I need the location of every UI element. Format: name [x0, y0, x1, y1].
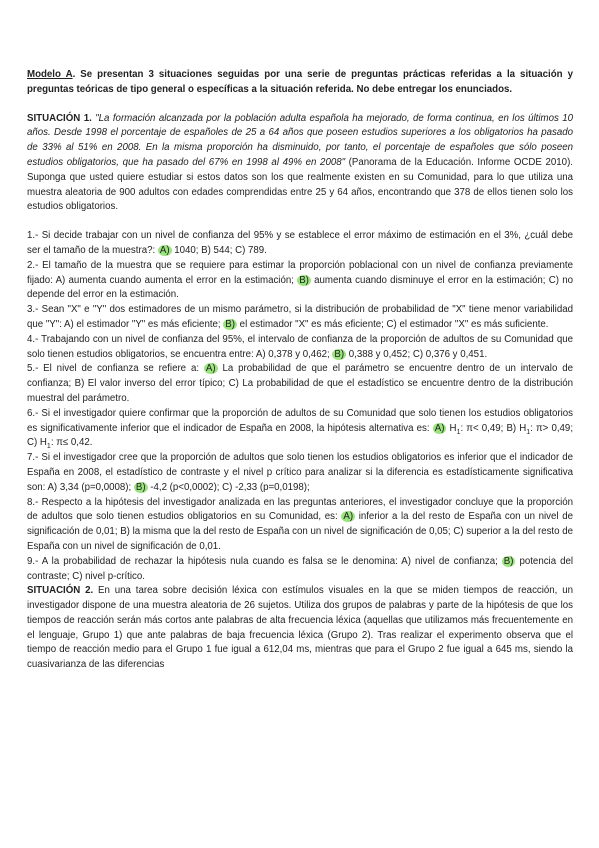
- question-6: [27, 407, 573, 451]
- question-6-rest: : π> 0,49; C) H: [27, 422, 574, 449]
- question-6-rest: : π< 0,49; B) H: [460, 422, 527, 434]
- answer-highlight: B): [334, 348, 345, 360]
- intro-paragraph: [27, 68, 573, 98]
- question-7: [27, 451, 573, 495]
- question-4-rest: 0,388 y 0,452; C) 0,376 y 0,451.: [346, 348, 488, 360]
- question-2-rest: aumenta cuando disminuye el error en la estimación; C) no depende del error en la estimación.: [27, 274, 573, 301]
- question-7-rest: -4,2 (p<0,0002); C) -2,33 (p=0,0198);: [147, 481, 310, 493]
- situation-2: [27, 584, 573, 673]
- subscript: 1: [526, 428, 531, 436]
- answer-highlight: A): [343, 511, 354, 523]
- answer-highlight: B): [135, 481, 146, 493]
- answer-highlight: A): [434, 422, 445, 434]
- question-2-stem: 2.- El tamaño de la muestra que se requiere para estimar la proporción poblacional con un nivel de confianza previamente fijado: A) aumenta cuando aumenta el error en la estimación;: [27, 259, 573, 286]
- question-8: [27, 496, 573, 555]
- model-label: Modelo A: [27, 69, 73, 80]
- intro-text: . Se presentan 3 situaciones seguidas por una serie de preguntas prácticas referidas a la situación y preguntas teóricas de tipo general o específicas a la situación referida. No debe entregar los enunciados.: [27, 69, 573, 95]
- answer-highlight: A): [205, 363, 216, 375]
- situation-2-text: En una tarea sobre decisión léxica con estímulos visuales en la que se miden tiempos de reacción, un investigador dispone de una muestra aleatoria de 26 sujetos. Utiliza dos grupos de palabras y parte de la hipótesis de que los tiempos de reacción serán más cortos ante palabras de alta frecuencia léxica (aquellas que utilizamos más frecuentemente en el lenguaje, Grupo 1) que ante palabras de baja frecuencia léxica (Grupo 2). Tras realizar el experimento observa que el tiempo de reacción medio para el Grupo 1 fue igual a 612,04 ms, mientras que para el Grupo 2 fue igual a 645 ms, siendo la cuasivarianza de las diferencias: [27, 585, 573, 671]
- question-3-rest: el estimador "X" es más eficiente; C) el estimador "X" es más suficiente.: [236, 318, 549, 330]
- question-4-stem: 4.- Trabajando con un nivel de confianza del 95%, el intervalo de confianza de la proporción de adultos de su Comunidad que solo tienen estudios obligatorios, se encuentra entre: A) 0,378 y 0,462;: [27, 333, 573, 360]
- question-1: [27, 229, 573, 259]
- question-2: [27, 259, 573, 303]
- question-9-stem: 9.- A la probabilidad de rechazar la hipótesis nula cuando es falsa se le denomina: A) nivel de confianza;: [27, 555, 502, 567]
- question-1-stem: 1.- Si decide trabajar con un nivel de confianza del 95% y se establece el error máximo de estimación en el 3%, ¿cuál debe ser el tamaño de la muestra?:: [27, 230, 573, 256]
- question-6-stem: 6.- Si el investigador quiere confirmar que la proporción de adultos de su Comunidad que solo tienen los estudios obligatorios es significativamente inferior que el indicador de España en 2008, la hipótesis alternativa es:: [27, 407, 573, 434]
- question-6-rest: : π≤ 0,42.: [50, 437, 93, 449]
- question-3: [27, 303, 573, 333]
- situation-1: [27, 112, 573, 216]
- question-8-stem: 8.- Respecto a la hipótesis del investigador analizada en las preguntas anteriores, el investigador concluye que la proporción de adultos que solo tienen estudios obligatorios en su Comunidad, es:: [27, 496, 573, 523]
- question-5: [27, 362, 573, 406]
- question-4: [27, 333, 573, 363]
- subscript: 1: [46, 443, 51, 451]
- situation-1-text: (Panorama de la Educación. Informe OCDE 2010). Suponga que usted quiere estudiar si estos datos son los que realmente existen en su Comunidad, para lo que utiliza una muestra aleatoria de 900 adultos con edades comprendidas entre 25 y 64 años, encontrando que 378 de ellos tienen solo los estudios obligatorios.: [27, 156, 573, 213]
- answer-highlight: B): [225, 318, 235, 330]
- question-7-stem: 7.- Si el investigador cree que la proporción de adultos que solo tienen los estudios obligatorios es inferior que el indicador de España en 2008, el estadístico de contraste y el nivel p crítico para analizar si la diferencia es estadísticamente significativa son: A) 3,34 (p=0,0008);: [27, 452, 573, 493]
- question-8-rest: inferior a la del resto de España con un nivel de significación de 0,01; B) la misma que la del resto de España con un nivel de significación de 0,05; C) superior a la del resto de España con un nivel de significación de 0,01.: [27, 511, 573, 552]
- question-9-rest: potencia del contraste; C) nivel p-crítico.: [27, 555, 574, 582]
- situation-1-quote: "La formación alcanzada por la población adulta española ha mejorado, de forma continua, en los últimos 10 años. Desde 1998 el porcentaje de españoles de 25 a 64 años que poseen estudios superiores a los obligatorios ha pasado de 33% al 51% en 2008. En la misma proporción ha disminuido, por tanto, el porcentaje de españoles que sólo poseen estudios obligatorios, que ha pasado del 67% en 1998 al 49% en 2008": [27, 112, 573, 168]
- answer-highlight: B): [299, 274, 309, 286]
- question-5-rest: La probabilidad de que el parámetro se encuentre dentro de un intervalo de confianza; B) El valor inverso del error típico; C) La probabilidad de que el estadístico se encuentre dentro de la distribución muestral del parámetro.: [27, 363, 573, 404]
- situation-1-title: SITUACIÓN 1.: [27, 112, 92, 124]
- situation-2-title: SITUACIÓN 2.: [27, 585, 94, 597]
- subscript: 1: [456, 428, 461, 436]
- question-3-stem: 3.- Sean "X" e "Y" dos estimadores de un mismo parámetro, si la distribución de probabilidad de "X" tiene menor variabilidad que "Y": A) el estimador "Y" es más eficiente;: [27, 304, 573, 330]
- answer-highlight: A): [159, 244, 170, 256]
- question-5-stem: 5.- El nivel de confianza se refiere a:: [27, 363, 204, 375]
- answer-highlight: B): [503, 555, 514, 567]
- question-1-rest: 1040; B) 544; C) 789.: [171, 244, 267, 256]
- question-9: [27, 555, 573, 585]
- question-6-rest: H: [446, 422, 457, 434]
